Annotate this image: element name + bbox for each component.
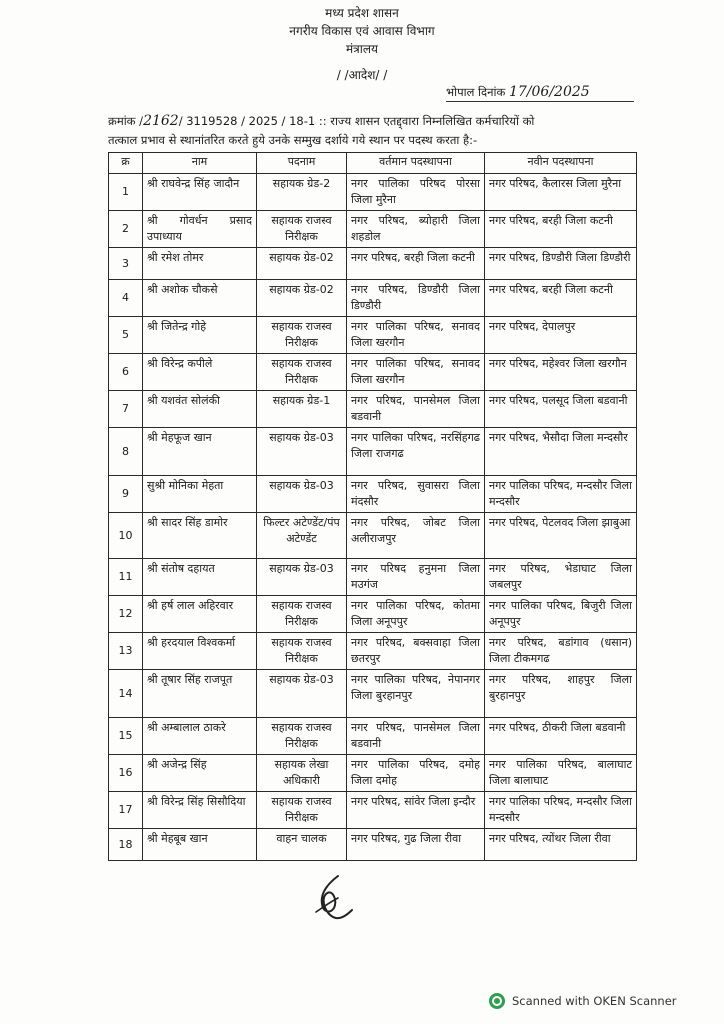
row-serial: 1	[109, 174, 143, 211]
row-serial: 10	[109, 513, 143, 559]
row-serial: 4	[109, 280, 143, 317]
row-new-posting: नगर परिषद, भेडाघाट जिला जबलपुर	[485, 559, 637, 596]
row-new-posting: नगर परिषद, कैलारस जिला मुरैना	[485, 174, 637, 211]
row-new-posting: नगर परिषद, त्योंथर जिला रीवा	[485, 829, 637, 861]
date-line	[446, 84, 646, 100]
row-designation: सहायक ग्रेड-03	[257, 476, 347, 513]
header-name: नाम	[143, 153, 257, 174]
row-serial: 12	[109, 596, 143, 633]
row-designation: सहायक लेखा अधिकारी	[257, 755, 347, 792]
row-current-posting: नगर पालिका परिषद, दमोह जिला दमोह	[347, 755, 485, 792]
row-new-posting: नगर परिषद, बडांगाव (धसान) जिला टीकमगढ	[485, 633, 637, 670]
row-designation: सहायक राजस्व निरीक्षक	[257, 596, 347, 633]
row-serial: 14	[109, 670, 143, 718]
row-name: श्री विरेन्द्र सिंह सिसौदिया	[143, 792, 257, 829]
row-current-posting: नगर परिषद, ब्योहारी जिला शहडोल	[347, 211, 485, 248]
row-new-posting: नगर पालिका परिषद, बिजुरी जिला अनूपपुर	[485, 596, 637, 633]
row-name: श्री जितेन्द्र गोहे	[143, 317, 257, 354]
header-current-posting: वर्तमान पदस्थापना	[347, 153, 485, 174]
row-name: श्री गोवर्धन प्रसाद उपाध्याय	[143, 211, 257, 248]
row-current-posting: नगर परिषद, सांवेर जिला इन्दौर	[347, 792, 485, 829]
row-serial: 3	[109, 248, 143, 280]
order-prefix: क्रमांक /	[108, 114, 144, 128]
table-row	[109, 174, 637, 211]
date-value: 17/06/2025	[508, 84, 590, 100]
row-designation: सहायक ग्रेड-02	[257, 248, 347, 280]
table-row	[109, 211, 637, 248]
table-header-row	[109, 153, 637, 174]
date-label: भोपाल दिनांक	[446, 85, 506, 99]
row-serial: 8	[109, 428, 143, 476]
row-designation: सहायक राजस्व निरीक्षक	[257, 633, 347, 670]
row-serial: 5	[109, 317, 143, 354]
table-row	[109, 476, 637, 513]
row-serial: 17	[109, 792, 143, 829]
table-row	[109, 428, 637, 476]
row-current-posting: नगर पालिका परिषद, नरसिंहगढ जिला राजगढ	[347, 428, 485, 476]
row-name: श्री यशवंत सोलंकी	[143, 391, 257, 428]
row-serial: 16	[109, 755, 143, 792]
row-new-posting: नगर परिषद, डिण्डौरी जिला डिण्डौरी	[485, 248, 637, 280]
row-designation: सहायक राजस्व निरीक्षक	[257, 211, 347, 248]
row-name: श्री मेहफूज खान	[143, 428, 257, 476]
date-underline	[446, 101, 634, 102]
row-new-posting: नगर परिषद, शाहपुर जिला बुरहानपुर	[485, 670, 637, 718]
scanner-text: Scanned with OKEN Scanner	[512, 994, 677, 1008]
header-designation: पदनाम	[257, 153, 347, 174]
table-row	[109, 248, 637, 280]
row-current-posting: नगर परिषद, सुवासरा जिला मंदसौर	[347, 476, 485, 513]
row-designation: सहायक ग्रेड-03	[257, 559, 347, 596]
row-current-posting: नगर पालिका परिषद, सनावद जिला खरगौन	[347, 354, 485, 391]
row-current-posting: नगर परिषद, बक्सवाहा जिला छतरपुर	[347, 633, 485, 670]
row-current-posting: नगर पालिका परिषद, कोतमा जिला अनूपपुर	[347, 596, 485, 633]
row-new-posting: नगर पालिका परिषद, बालाघाट जिला बालाघाट	[485, 755, 637, 792]
row-name: श्री अम्बालाल ठाकरे	[143, 718, 257, 755]
row-new-posting: नगर परिषद, ठीकरी जिला बडवानी	[485, 718, 637, 755]
row-current-posting: नगर पालिका परिषद पोरसा जिला मुरैना	[347, 174, 485, 211]
row-serial: 6	[109, 354, 143, 391]
row-name: श्री हरदयाल विश्वकर्मा	[143, 633, 257, 670]
header-serial: क्र	[109, 153, 143, 174]
row-designation: सहायक ग्रेड-03	[257, 428, 347, 476]
row-designation: सहायक ग्रेड-02	[257, 280, 347, 317]
scanner-logo-icon	[488, 992, 506, 1010]
row-current-posting: नगर पालिका परिषद, सनावद जिला खरगौन	[347, 317, 485, 354]
row-designation: सहायक ग्रेड-2	[257, 174, 347, 211]
row-current-posting: नगर परिषद, पानसेमल जिला बडवानी	[347, 391, 485, 428]
row-current-posting: नगर परिषद, पानसेमल जिला बडवानी	[347, 718, 485, 755]
row-name: श्री रमेश तोमर	[143, 248, 257, 280]
row-serial: 2	[109, 211, 143, 248]
header-new-posting: नवीन पदस्थापना	[485, 153, 637, 174]
row-serial: 15	[109, 718, 143, 755]
table-row	[109, 792, 637, 829]
row-new-posting: नगर परिषद, बरही जिला कटनी	[485, 280, 637, 317]
table-row	[109, 670, 637, 718]
order-text-2: तत्काल प्रभाव से स्थानांतरित करते हुये उनके सम्मुख दर्शाये गये स्थान पर पदस्थ करता है:-	[108, 133, 478, 147]
row-name: श्री मेहबूब खान	[143, 829, 257, 861]
table-row	[109, 317, 637, 354]
row-name: श्री हर्ष लाल अहिरवार	[143, 596, 257, 633]
table-row	[109, 559, 637, 596]
scanner-watermark	[488, 990, 677, 1012]
row-designation: फिल्टर अटेण्डेंट/पंप अटेण्डेंट	[257, 513, 347, 559]
order-paragraph: क्रमांक /2162/ 3119528 / 2025 / 18-1 :: राज्य शासन एतद्द्वारा निम्नलिखित कर्मचारियों को तत्काल प्रभाव से स्थानांतरित करते हुये उनके सम्मुख दर्शाये गये स्थान पर पदस्थ करता है:-	[108, 112, 628, 150]
order-number-suffix: / 3119528 / 2025 / 18-1	[178, 114, 316, 128]
row-name: श्री सादर सिंह डामोर	[143, 513, 257, 559]
order-heading: / /आदेश/ /	[336, 68, 388, 82]
table-row	[109, 391, 637, 428]
row-designation: सहायक ग्रेड-03	[257, 670, 347, 718]
signature	[308, 872, 358, 926]
row-new-posting: नगर परिषद, भैसौदा जिला मन्दसौर	[485, 428, 637, 476]
row-serial: 18	[109, 829, 143, 861]
table-row	[109, 829, 637, 861]
order-handwritten-number: 2162	[143, 113, 179, 129]
row-new-posting: नगर परिषद, पेटलवद जिला झाबुआ	[485, 513, 637, 559]
department-title: नगरीय विकास एवं आवास विभाग	[289, 24, 435, 38]
row-designation: सहायक ग्रेड-1	[257, 391, 347, 428]
table-row	[109, 755, 637, 792]
row-designation: सहायक राजस्व निरीक्षक	[257, 718, 347, 755]
row-serial: 7	[109, 391, 143, 428]
row-name: श्री विरेन्द्र कपीले	[143, 354, 257, 391]
row-serial: 13	[109, 633, 143, 670]
row-new-posting: नगर परिषद, पलसूद जिला बडवानी	[485, 391, 637, 428]
row-name: श्री अजेन्द्र सिंह	[143, 755, 257, 792]
table-row	[109, 633, 637, 670]
table-row	[109, 354, 637, 391]
transfer-table	[108, 152, 637, 861]
table-row	[109, 280, 637, 317]
row-name: श्री तूषार सिंह राजपूत	[143, 670, 257, 718]
row-designation: सहायक राजस्व निरीक्षक	[257, 354, 347, 391]
row-new-posting: नगर पालिका परिषद, मन्दसौर जिला मन्दसौर	[485, 476, 637, 513]
row-current-posting: नगर परिषद, गुढ जिला रीवा	[347, 829, 485, 861]
row-serial: 11	[109, 559, 143, 596]
table-row	[109, 718, 637, 755]
row-designation: वाहन चालक	[257, 829, 347, 861]
row-name: सुश्री मोनिका मेहता	[143, 476, 257, 513]
row-name: श्री संतोष दहायत	[143, 559, 257, 596]
row-designation: सहायक राजस्व निरीक्षक	[257, 317, 347, 354]
table-row	[109, 513, 637, 559]
row-new-posting: नगर परिषद, महेश्वर जिला खरगौन	[485, 354, 637, 391]
table-row	[109, 596, 637, 633]
row-new-posting: नगर परिषद, बरही जिला कटनी	[485, 211, 637, 248]
row-current-posting: नगर परिषद, जोबट जिला अलीराजपुर	[347, 513, 485, 559]
row-current-posting: नगर परिषद, डिण्डौरी जिला डिण्डौरी	[347, 280, 485, 317]
row-serial: 9	[109, 476, 143, 513]
row-designation: सहायक राजस्व निरीक्षक	[257, 792, 347, 829]
row-new-posting: नगर पालिका परिषद, मन्दसौर जिला मन्दसौर	[485, 792, 637, 829]
govt-title: मध्य प्रदेश शासन	[325, 6, 399, 20]
row-current-posting: नगर परिषद, बरही जिला कटनी	[347, 248, 485, 280]
row-name: श्री राघवेन्द्र सिंह जादौन	[143, 174, 257, 211]
ministry-title: मंत्रालय	[345, 42, 378, 56]
row-current-posting: नगर पालिका परिषद, नेपानगर जिला बुरहानपुर	[347, 670, 485, 718]
order-text-1: राज्य शासन एतद्द्वारा निम्नलिखित कर्मचारियों को	[330, 114, 535, 128]
row-current-posting: नगर परिषद हनुमना जिला मउगंज	[347, 559, 485, 596]
row-name: श्री अशोक चौकसे	[143, 280, 257, 317]
row-new-posting: नगर परिषद, देपालपुर	[485, 317, 637, 354]
